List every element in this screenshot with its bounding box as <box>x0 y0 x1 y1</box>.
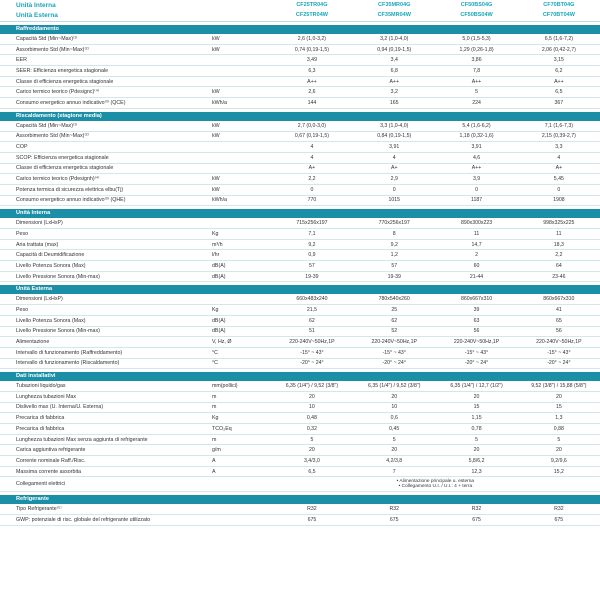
spec-value: 4 <box>557 154 561 161</box>
spec-value: 6,2 <box>555 67 563 74</box>
spec-row <box>0 456 600 467</box>
spec-row <box>0 250 600 261</box>
spec-unit: dB(A) <box>211 273 226 280</box>
spec-unit: °C <box>211 349 218 356</box>
spec-value: 0,48 <box>306 415 317 422</box>
spec-value: 19-39 <box>387 273 401 280</box>
model-code: CF50BS04G <box>460 2 493 8</box>
spec-value: 2,6 <box>308 89 316 96</box>
spec-value: 780x540x260 <box>378 296 410 303</box>
spec-row <box>0 467 600 478</box>
spec-row <box>0 98 600 109</box>
spec-row <box>0 164 600 175</box>
spec-unit: dB(A) <box>211 328 226 335</box>
spec-label: Dimensioni (LxHxP) <box>16 220 63 227</box>
spec-label: Carica aggiuntiva refrigerante <box>16 447 86 454</box>
spec-value: 860x667x310 <box>460 296 493 303</box>
spec-label: Potenza termica di sicurezza elettrica elbu(Tj) <box>16 186 124 193</box>
spec-value: 41 <box>555 306 562 313</box>
spec-value: 14,7 <box>471 241 482 248</box>
spec-value: A++ <box>471 78 482 85</box>
spec-label: Lunghezza tubazioni Max <box>16 393 77 400</box>
spec-value: 60 <box>473 262 480 269</box>
spec-value: 20 <box>473 447 480 454</box>
spec-label: Classe di efficienza energetica stagionale <box>16 165 114 172</box>
spec-value: 15 <box>473 404 480 411</box>
spec-label: SEER: Efficienza energetica stagionale <box>16 67 109 74</box>
spec-row <box>0 424 600 435</box>
spec-value: 1187 <box>470 197 483 204</box>
spec-value: 5,0 (1,5-5,3) <box>462 35 491 42</box>
spec-row <box>0 359 600 370</box>
spec-label: SCOP: Efficienza energetica stagionale <box>16 154 109 161</box>
spec-value: 64 <box>555 262 562 269</box>
model-row <box>0 10 600 20</box>
section-title: Raffreddamento <box>0 25 600 34</box>
spec-row <box>0 403 600 414</box>
spec-value: 1,29 (0,26-1,8) <box>459 46 494 53</box>
spec-value: 9,2 <box>390 241 398 248</box>
spec-label: Carico termico teorico (Pdesignh)⁽⁴⁾ <box>16 176 100 183</box>
spec-value: 3,86 <box>471 57 482 64</box>
spec-value: 7 <box>392 468 396 475</box>
spec-unit: g/m <box>211 447 221 454</box>
spec-value: 20 <box>309 447 315 454</box>
spec-label: Peso <box>16 230 29 237</box>
spec-value: 21,5 <box>306 306 317 313</box>
span-line: • Collegamento U.I. / U.I.: 4 + terra <box>398 484 473 490</box>
spec-row <box>0 327 600 338</box>
model-code: CF35MR04G <box>378 2 411 8</box>
spec-value: 367 <box>554 99 564 106</box>
spec-row <box>0 305 600 316</box>
spec-value: 3,2 <box>390 89 398 96</box>
spec-value: A++ <box>471 165 482 172</box>
spec-row <box>0 185 600 196</box>
spec-label: Capacità di Deumidificazione <box>16 252 85 259</box>
spec-value: 2,2 <box>308 176 316 183</box>
spec-value: 675 <box>554 516 564 523</box>
spec-value: 7,1 <box>308 230 316 237</box>
spec-value: 62 <box>309 317 315 324</box>
spec-section <box>0 372 600 492</box>
spec-value: 4,6 <box>472 154 481 161</box>
spec-row <box>0 272 600 283</box>
spec-section <box>0 25 600 109</box>
spec-value: 20 <box>555 393 562 400</box>
spec-value: 7,1 (1,6-7,3) <box>544 122 573 129</box>
model-code: CF70BT04G <box>543 2 575 8</box>
spec-value: 2,2 <box>555 252 563 259</box>
spec-value: 0 <box>310 186 314 193</box>
spec-value: 890x300x223 <box>460 220 493 227</box>
spec-value: 0,74 (0,19-1,5) <box>294 46 329 53</box>
spec-value: 11 <box>556 230 562 237</box>
spec-value: 5 <box>392 436 396 443</box>
spec-row <box>0 337 600 348</box>
spec-unit: °C <box>211 360 218 367</box>
spec-unit: kW <box>211 35 220 42</box>
spec-label: Massima corrente assorbita <box>16 468 82 475</box>
spec-label: Corrente nominale Raff./Risc. <box>16 457 86 464</box>
spec-unit: Kg <box>211 415 219 422</box>
spec-label: Collegamenti elettrici <box>16 481 66 488</box>
spec-row <box>0 381 600 392</box>
spec-value: R32 <box>307 506 317 513</box>
spec-value: 0,67 (0,19-1,5) <box>294 133 329 140</box>
spec-value: A++ <box>307 78 317 85</box>
spec-value: 3,91 <box>471 144 482 151</box>
spec-value: 4,2/3,8 <box>386 457 403 464</box>
model-code: CF25TR04W <box>295 12 328 18</box>
spec-row <box>0 34 600 45</box>
spec-row <box>0 87 600 98</box>
spec-value: 3,9 <box>472 176 481 183</box>
unit-type-label: Unità Interna <box>16 1 56 9</box>
spec-value: 770 <box>307 197 317 204</box>
spec-row <box>0 435 600 446</box>
spec-value: 20 <box>555 447 562 454</box>
spec-unit: A <box>211 457 216 464</box>
spec-value: 675 <box>389 516 399 523</box>
spec-unit: kWh/a <box>211 197 227 204</box>
section-title: Unità Interna <box>0 209 600 218</box>
spec-value: 6,35 (1/4") / 12,7 (1/2") <box>450 383 503 390</box>
spec-value: 3,4/3,0 <box>303 457 320 464</box>
span-line: • Alimentazione principale u. esterna <box>396 478 475 484</box>
spec-label: Livello Potenza Sonora (Max) <box>16 317 86 324</box>
spec-value: 0,9 <box>308 252 316 259</box>
spec-unit: l/hr <box>211 252 220 259</box>
spec-value: -15° ~ 43° <box>382 349 406 356</box>
spec-label: Peso <box>16 306 29 313</box>
spec-row <box>0 515 600 526</box>
spec-value: 5 <box>475 436 478 443</box>
spec-value: A+ <box>555 165 563 172</box>
spec-value: 0,84 (0,19-1,5) <box>377 133 412 140</box>
spec-value: 1,3 <box>555 415 563 422</box>
spec-value: 11 <box>473 230 480 237</box>
spec-value: 3,15 <box>553 57 564 64</box>
spec-value: 220-240V~50Hz,1P <box>371 339 417 346</box>
spec-value: 39 <box>473 306 480 313</box>
spec-value: 660x483x240 <box>296 296 328 303</box>
spec-label: Tubazioni liquido/gas <box>16 383 66 390</box>
spec-value: -20° ~ 24° <box>464 360 489 367</box>
spec-value: 19-39 <box>305 273 319 280</box>
spec-value: 56 <box>555 328 562 335</box>
spec-unit: m <box>211 393 217 400</box>
spec-unit: kWh/a <box>211 99 227 106</box>
spec-value: 0,78 <box>471 425 482 432</box>
spec-unit: m <box>211 436 217 443</box>
spec-label: COP <box>16 144 28 151</box>
model-code: CF25TR04G <box>296 2 328 8</box>
spec-row <box>0 348 600 359</box>
spec-unit: dB(A) <box>211 262 226 269</box>
spec-value: 6,5 <box>555 89 563 96</box>
spec-label: GWP: potenziale di risc. globale del refrigerante utilizzato <box>16 516 151 523</box>
spec-value: 6,3 <box>308 67 316 74</box>
spec-row <box>0 55 600 66</box>
spec-value: 62 <box>391 317 398 324</box>
spec-value: 51 <box>309 328 315 335</box>
spec-value: 5 <box>310 436 314 443</box>
spec-value: 2,7 (0,0-3,0) <box>297 122 327 129</box>
spec-value: 4 <box>310 144 314 151</box>
spec-value: 715x256x197 <box>296 220 328 227</box>
spec-value: 0 <box>475 186 478 193</box>
spec-row <box>0 316 600 327</box>
spec-value: -20° ~ 24° <box>300 360 324 367</box>
section-title: Dati installativi <box>0 372 600 381</box>
spec-value: 675 <box>472 516 481 523</box>
spec-label: Capacità Std (Min~Max)⁽¹⁾ <box>16 35 78 42</box>
spec-value: 0 <box>392 186 396 193</box>
spec-unit: dB(A) <box>211 317 226 324</box>
spec-label: Carico termico teorico (Pdesignc)⁽⁴⁾ <box>16 89 100 96</box>
spec-value: 5 <box>557 436 561 443</box>
spec-value: 224 <box>472 99 481 106</box>
spec-value: 7,8 <box>472 67 481 74</box>
spec-value: -15° ~ 43° <box>547 349 571 356</box>
spec-label: Alimentazione <box>16 339 50 346</box>
spec-value: 52 <box>391 328 398 335</box>
spec-label: Consumo energetico annuo indicativo⁽³⁾ (QHE) <box>16 197 126 204</box>
spec-unit: TCO₂Eq <box>211 425 232 432</box>
spec-unit: kW <box>211 186 220 193</box>
spec-label: Livello Pressione Sonora (Min-max) <box>16 273 100 280</box>
spec-label: Assorbimento Std (Min~Max)⁽²⁾ <box>16 133 89 140</box>
spec-value: 5,8/6,2 <box>468 457 485 464</box>
spec-value: -15° ~ 43° <box>300 349 324 356</box>
spec-unit: mm(pollici) <box>211 383 238 390</box>
spec-label: Consumo energetico annuo indicativo⁽³⁾ (QCE) <box>16 99 126 106</box>
spec-value: 18,3 <box>553 241 564 248</box>
spec-value: 0,94 (0,19-1,5) <box>377 46 412 53</box>
spec-value: 3,4 <box>390 57 398 64</box>
spec-row <box>0 153 600 164</box>
spec-value: 4 <box>392 154 396 161</box>
spec-label: Tipo Refrigerante⁽⁵⁾ <box>16 506 62 513</box>
model-code: CF50BS04W <box>460 12 493 18</box>
spec-unit: m³/h <box>211 241 223 248</box>
spec-value: A++ <box>389 78 399 85</box>
model-code: CF70BT04W <box>542 12 575 18</box>
spec-value: 1015 <box>388 197 400 204</box>
spec-value: 3,3 <box>555 144 563 151</box>
spec-value: 6,5 (1,6-7,2) <box>544 35 573 42</box>
spec-label: Capacità Std (Min~Max)⁽¹⁾ <box>16 122 78 129</box>
section-title: Riscaldamento (stagione media) <box>0 112 600 121</box>
spec-label: Intervallo di funzionamento (Raffreddamento) <box>16 349 123 356</box>
spec-row <box>0 261 600 272</box>
spec-row <box>0 121 600 132</box>
spec-value: 20 <box>473 393 480 400</box>
spec-value: 2,9 <box>390 176 398 183</box>
spec-value: 5 <box>475 89 478 96</box>
spec-value: 12,3 <box>471 468 482 475</box>
model-code: CF35MR04W <box>377 12 411 18</box>
spec-value: 3,2 (1,0-4,0) <box>380 35 409 42</box>
spec-value: 0,32 <box>306 425 317 432</box>
spec-value: A+ <box>308 165 316 172</box>
spec-label: Precarica di fabbrica <box>16 425 65 432</box>
spec-value: 6,8 <box>390 67 398 74</box>
spec-value: A+ <box>390 165 398 172</box>
spec-value: 3,49 <box>306 57 317 64</box>
spec-label: Dimensioni (LxHxP) <box>16 296 63 303</box>
spec-value: 675 <box>307 516 317 523</box>
spec-value: R32 <box>554 506 564 513</box>
unit-type-label: Unità Esterna <box>16 11 58 19</box>
spec-row <box>0 504 600 515</box>
spec-value: -20° ~ 24° <box>382 360 406 367</box>
spec-value: 15 <box>555 404 562 411</box>
spec-section <box>0 285 600 369</box>
spec-value: 0,88 <box>553 425 564 432</box>
spec-value: 9,2/9,6 <box>550 457 567 464</box>
spec-value: 15,2 <box>553 468 564 475</box>
spec-row <box>0 294 600 305</box>
spec-value: 1,18 (0,32-1,6) <box>459 133 494 140</box>
spec-row <box>0 174 600 185</box>
spec-unit: kW <box>211 133 220 140</box>
spec-value: 220-240V~50Hz,1P <box>453 339 500 346</box>
spec-value: R32 <box>471 506 482 513</box>
spec-value: 9,2 <box>308 241 316 248</box>
spec-value: 998x325x225 <box>543 220 575 227</box>
section-title: Unità Esterna <box>0 285 600 294</box>
spec-span-value <box>271 479 600 490</box>
spec-value: -15° ~ 43° <box>464 349 489 356</box>
spec-value: 10 <box>309 404 315 411</box>
spec-value: 165 <box>389 99 399 106</box>
spec-value: 20 <box>391 447 398 454</box>
spec-value: 23-46 <box>552 273 566 280</box>
spec-section <box>0 495 600 525</box>
spec-value: 0,6 <box>390 415 398 422</box>
spec-value: 0,45 <box>389 425 400 432</box>
spec-unit: A <box>211 468 216 475</box>
spec-value: 1,2 <box>390 252 398 259</box>
spec-value: 4 <box>310 154 314 161</box>
spec-row <box>0 45 600 56</box>
spec-row-span <box>0 477 600 492</box>
spec-value: 8 <box>392 230 396 237</box>
spec-value: 21-44 <box>469 273 484 280</box>
spec-value: 2,6 (1,0-3,2) <box>297 35 327 42</box>
spec-row <box>0 142 600 153</box>
spec-value: 6,35 (1/4") / 9,52 (3/8") <box>285 383 339 390</box>
spec-value: 6,35 (1/4") / 9,52 (3/8") <box>368 383 421 390</box>
spec-value: A++ <box>554 78 564 85</box>
spec-value: 25 <box>391 306 398 313</box>
model-row <box>0 0 600 10</box>
spec-row <box>0 240 600 251</box>
spec-label: Lunghezza tubazioni Max senza aggiunta di refrigerante <box>16 436 148 443</box>
spec-label: Livello Potenza Sonora (Max) <box>16 262 86 269</box>
spec-row <box>0 218 600 229</box>
spec-unit: kW <box>211 89 220 96</box>
spec-value: 65 <box>555 317 562 324</box>
spec-label: Aria trattata (max) <box>16 241 59 248</box>
model-header <box>0 0 600 22</box>
spec-value: R32 <box>389 506 399 513</box>
spec-row <box>0 77 600 88</box>
spec-label: Livello Pressione Sonora (Min-max) <box>16 328 100 335</box>
spec-value: 1908 <box>553 197 565 204</box>
spec-row <box>0 445 600 456</box>
spec-value: 144 <box>307 99 317 106</box>
spec-value: 3,91 <box>389 144 400 151</box>
spec-value: 0 <box>557 186 561 193</box>
spec-row <box>0 413 600 424</box>
spec-label: Dislivello max (U. Interna/U. Esterna) <box>16 404 104 411</box>
spec-unit: kW <box>211 46 220 53</box>
spec-value: 10 <box>391 404 398 411</box>
spec-row <box>0 196 600 207</box>
spec-value: 1,15 <box>471 415 482 422</box>
spec-value: 20 <box>391 393 398 400</box>
spec-value: 2,15 (0,39-2,7) <box>541 133 576 140</box>
spec-row <box>0 132 600 143</box>
spec-value: 63 <box>473 317 480 324</box>
spec-row <box>0 66 600 77</box>
spec-value: 57 <box>391 262 398 269</box>
spec-unit: Kg <box>211 306 219 313</box>
spec-section <box>0 112 600 207</box>
spec-value: -20° ~ 24° <box>547 360 571 367</box>
spec-value: 770x256x197 <box>378 220 410 227</box>
spec-label: Assorbimento Std (Min~Max)⁽²⁾ <box>16 46 89 53</box>
spec-value: 5,45 <box>553 176 564 183</box>
spec-value: 57 <box>309 262 315 269</box>
spec-unit: m <box>211 404 217 411</box>
spec-unit: kW <box>211 176 220 183</box>
spec-value: 2 <box>475 252 478 259</box>
spec-value: 220-240V~50Hz,1P <box>289 339 335 346</box>
spec-value: 2,06 (0,42-2,7) <box>541 46 576 53</box>
spec-sections <box>0 25 600 526</box>
spec-row <box>0 392 600 403</box>
spec-section <box>0 209 600 282</box>
spec-row <box>0 229 600 240</box>
spec-unit: kW <box>211 122 220 129</box>
spec-value: 3,3 (1,0-4,0) <box>380 122 409 129</box>
spec-label: Classe di efficienza energetica stagionale <box>16 78 114 85</box>
spec-value: 6,5 <box>308 468 316 475</box>
spec-label: Precarica di fabbrica <box>16 415 65 422</box>
spec-unit: V, Hz, Ø <box>211 339 232 346</box>
spec-value: 220-240V~50Hz,1P <box>536 339 582 346</box>
spec-label: EER <box>16 57 27 64</box>
spec-value: 56 <box>473 328 480 335</box>
spec-label: Intervallo di funzionamento (Riscaldamento) <box>16 360 120 367</box>
spec-value: 20 <box>309 393 315 400</box>
spec-value: 5,4 (1,6-6,2) <box>462 122 491 129</box>
spec-value: 860x667x310 <box>543 296 575 303</box>
section-title: Refrigerante <box>0 495 600 504</box>
spec-unit: Kg <box>211 230 219 237</box>
spec-value: 9,52 (3/8") / 15,88 (5/8") <box>531 383 587 390</box>
